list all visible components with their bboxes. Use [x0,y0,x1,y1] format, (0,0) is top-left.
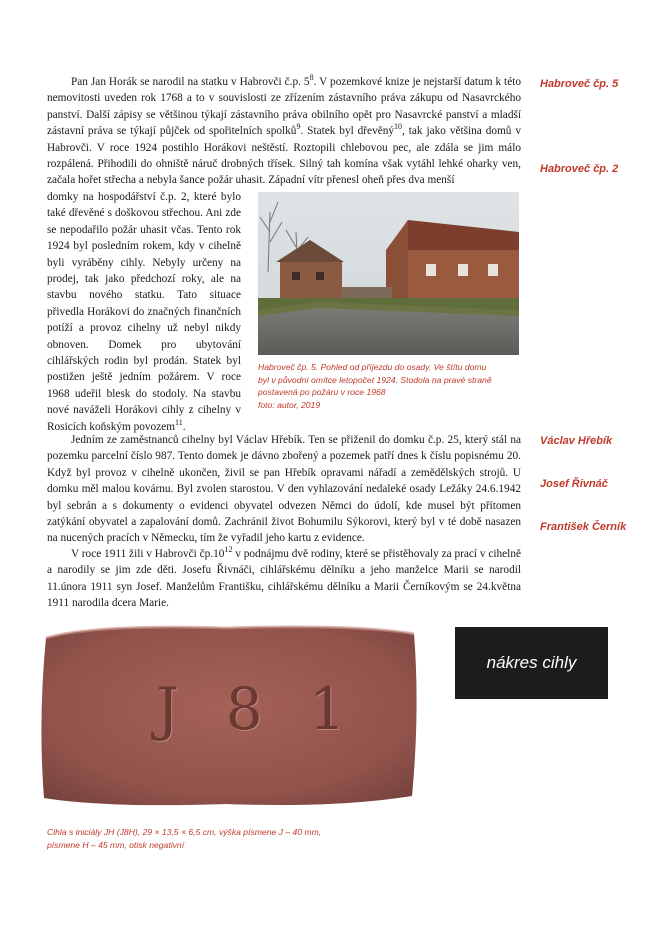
margin-note-hrebik: Václav Hřebík [540,435,613,447]
footnote-ref[interactable]: 9 [296,122,301,132]
paragraph-hrebik: Jedním ze zaměstnanců cihelny byl Václav Hřebík. Ten se přiženil do domku č.p. 25, který stál na pozemku parcelní číslo 987. Tento domek je dávno zbořený a pozemek patří dnes k číslu popisnému 20. Když byl provoz v cihelně ukončen, živil se pan Hřebík opravami nářadí a zemědělských strojů. U domku měl malou kovárnu. Byl zvolen starostou. V den vyhlazování nedaleké osady Ležáky 24.6.1942 byl sebrán a s dokumenty o evidenci obyvatel odvezen Němci do údolí, kde musel být přítomen zatýkání obyvatel a zapalování domů. Zachránil život Bohumilu Sýkorovi, který byl v té době nasazen na nucených pracích v Německu, tím že vyřadil jeho kartu z evidence. [47,434,521,545]
brick-inscription: J 8 1 [156,675,360,743]
brick-photo [36,620,420,810]
paragraph-rivnac-cernik: V roce 1911 žili v Habrovči $čp.10^{12}$ v podnájmu dvě rodiny, které se přistěhovaly za prací v cihelně a narodily se jim zde děti. Josefu Řivnáči, cihlářskému dělníku a jeho manželce Marii se narodil 11.února 1911 syn Josef. Manželům Františku, cihlářskému dělníku a Marii Černíkovým se 24.května 1911 narodila dcera Marie. [47,545,521,610]
photo-caption: Habroveč čp. 5. Pohled od příjezdu do osady. Ve štítu domu byl v původní omítce letopočet 1924. Stodola na pravé straně postavená po požáru v roce 1968 foto: autor, 2019 [258,362,492,410]
paragraph-horak-intro: Pan Jan Horák se narodil na statku v Habrovči č.p. $5^8$. V pozemkové knize je nejstarší datum k této nemovitosti uveden rok 1768 a to v souvislosti ze zřízením zástavního práva zákupu od Nasavrckého panství. Další zápisy se většinou týkají zástavního práva obilního opět pro Nasavrcké panství a mladší zástavní práva se týkají půjček od spořitelních spolků$^9$. Statek byl dřevěný$^{10}$, tak jako většina domů v Habrovči. V roce 1924 postihlo Horákovi neštěstí. Roztopili chlebovou pec, ale zdála se jim málo rozpálená. Přihodili do ohniště náruč drobných třísek. Silný tah komína však vytáhl lehké oharky ven, začala hořet střecha a nebyla šance požár uhasit. Západní vítr přenesl oheň přes dva menší [47,73,521,187]
margin-note-habrovec-5: Habroveč čp. 5 [540,78,619,90]
brick-caption: Cihla s iniciály JH (J8H), 29 × 13,5 × 6,5 cm, výška písmene J – 40 mm, písmene H – 45 mm, otisk negativní [47,827,322,850]
footnote-ref[interactable]: 11 [175,417,183,427]
margin-note-habrovec-2: Habroveč čp. 2 [540,163,619,175]
margin-note-cernik: František Černík [540,521,627,533]
brick-drawing-label: nákres cihly [486,653,577,672]
farm-photo [258,192,519,355]
footnote-ref[interactable]: 8 [309,73,314,83]
footnote-ref[interactable]: 12 [224,545,233,555]
footnote-ref[interactable]: 10 [394,122,403,132]
brick-drawing-box [455,627,608,699]
paragraph-horak-continued: domky na hospodářství č.p. 2, které bylo také dřevěné s doškovou střechou. Ani zde se nepodařilo požár uhasit včas. Tento rok 1924 byl posledním rokem, kdy v cihelně byli vyráběny cihly. Nebyly určeny na prodej, tak jako předchozí roky, ale na stavbu nového statku. Tato situace přivedla Horákovi do značných finančních potíží a provoz cihelny už nebyl nikdy obnoven. Domek pro ubytování cihlářských rodin byl prodán. Statek byl postižen ještě jedním požárem. V roce 1968 udeřil blesk do stodoly. Na stavbu nové naváželi Horákovi cihly z cihelny v Rosicích koňským povozem$^{11}$. [47,191,241,433]
margin-note-rivnac: Josef Řivnáč [540,478,608,490]
